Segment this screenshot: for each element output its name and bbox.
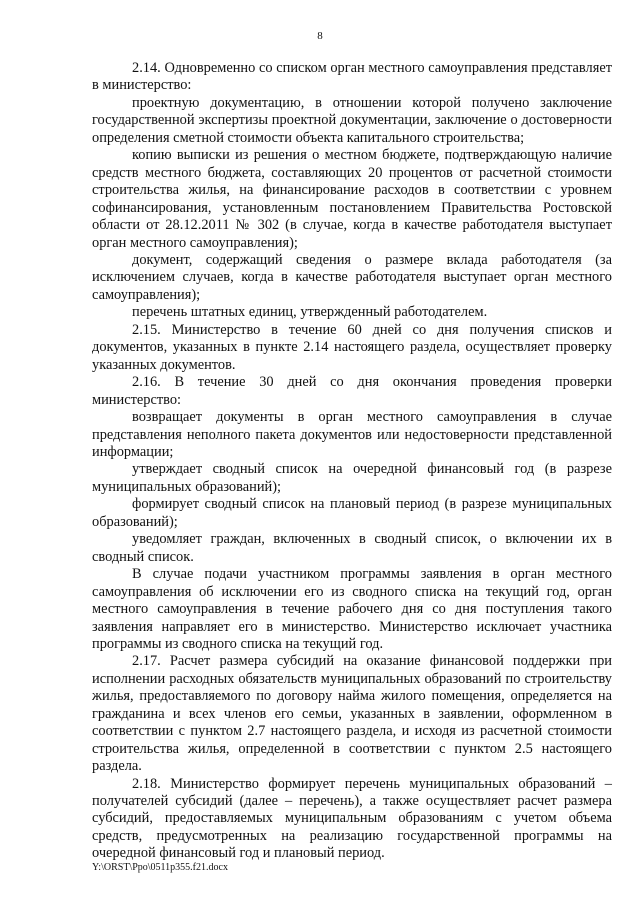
- paragraph-2-18: 2.18. Министерство формирует перечень муниципальных образований – получателей субсидий (далее – перечень), а также осуществляет расчет размера субсидий, предоставляемых муниципальным образованиям с учетом объема средств, предусмотренных на реализацию государственной программы на очередной финансовый год и плановый период.: [92, 775, 612, 862]
- paragraph-approve-list: утверждает сводный список на очередной финансовый год (в разрезе муниципальных образований);: [92, 461, 612, 495]
- document-body: [92, 60, 612, 863]
- paragraph-employer-contribution: документ, содержащий сведения о размере вклада работодателя (за исключением случаев, когда в качестве работодателя выступает орган местного самоуправления);: [92, 251, 612, 303]
- page-number: 8: [317, 30, 323, 42]
- paragraph-staff-list: перечень штатных единиц, утвержденный работодателем.: [132, 304, 488, 321]
- paragraph-2-17: 2.17. Расчет размера субсидий на оказание финансовой поддержки при исполнении расходных обязательств муниципальных образований по строительству жилья, предоставляемого по договору найма жилого помещения, определяется на гражданина и всех членов его семьи, указанных в заявлении, оформленном в соответствии с пунктом 2.7 настоящего раздела, и исходя из расчетной стоимости строительства жилья, определенной в соответствии с пунктом 2.5 настоящего раздела.: [92, 653, 612, 775]
- paragraph-notify-citizens: уведомляет граждан, включенных в сводный список, о включении их в сводный список.: [92, 531, 612, 565]
- paragraph-form-list: формирует сводный список на плановый период (в разрезе муниципальных образований);: [92, 496, 612, 530]
- paragraph-exclusion: В случае подачи участником программы заявления в орган местного самоуправления об исключении его из сводного списка на текущий год, орган местного самоуправления в течение рабочего дня со дня поступления такого заявления направляет его в министерство. Министерство исключает участника программы из сводного списка на текущий год.: [92, 566, 612, 652]
- paragraph-budget-extract: копию выписки из решения о местном бюджете, подтверждающую наличие средств местного бюджета, составляющих 20 процентов от расчетной стоимости строительства жилья, на финансирование расходов в соответствии с уровнем софинансирования, установленным постановлением Правительства Ростовской области от 28.12.2011 № 302 (в случае, когда в качестве работодателя выступает орган местного самоуправления);: [92, 147, 612, 251]
- paragraph-2-14: 2.14. Одновременно со списком орган местного самоуправления представляет в министерство:: [92, 60, 612, 94]
- paragraph-return-docs: возвращает документы в орган местного самоуправления в случае представления неполного пакета документов или недостоверности представленной информации;: [92, 409, 612, 460]
- footer-file-path: Y:\ORST\Ppo\0511p355.f21.docx: [92, 862, 228, 873]
- paragraph-2-16: 2.16. В течение 30 дней со дня окончания проведения проверки министерство:: [92, 374, 612, 408]
- paragraph-project-docs: проектную документацию, в отношении которой получено заключение государственной экспертизы проектной документации, заключение о достоверности определения сметной стоимости объекта капитального строительства;: [92, 94, 612, 146]
- paragraph-2-15: 2.15. Министерство в течение 60 дней со дня получения списков и документов, указанных в пункте 2.14 настоящего раздела, осуществляет проверку указанных документов.: [92, 321, 612, 373]
